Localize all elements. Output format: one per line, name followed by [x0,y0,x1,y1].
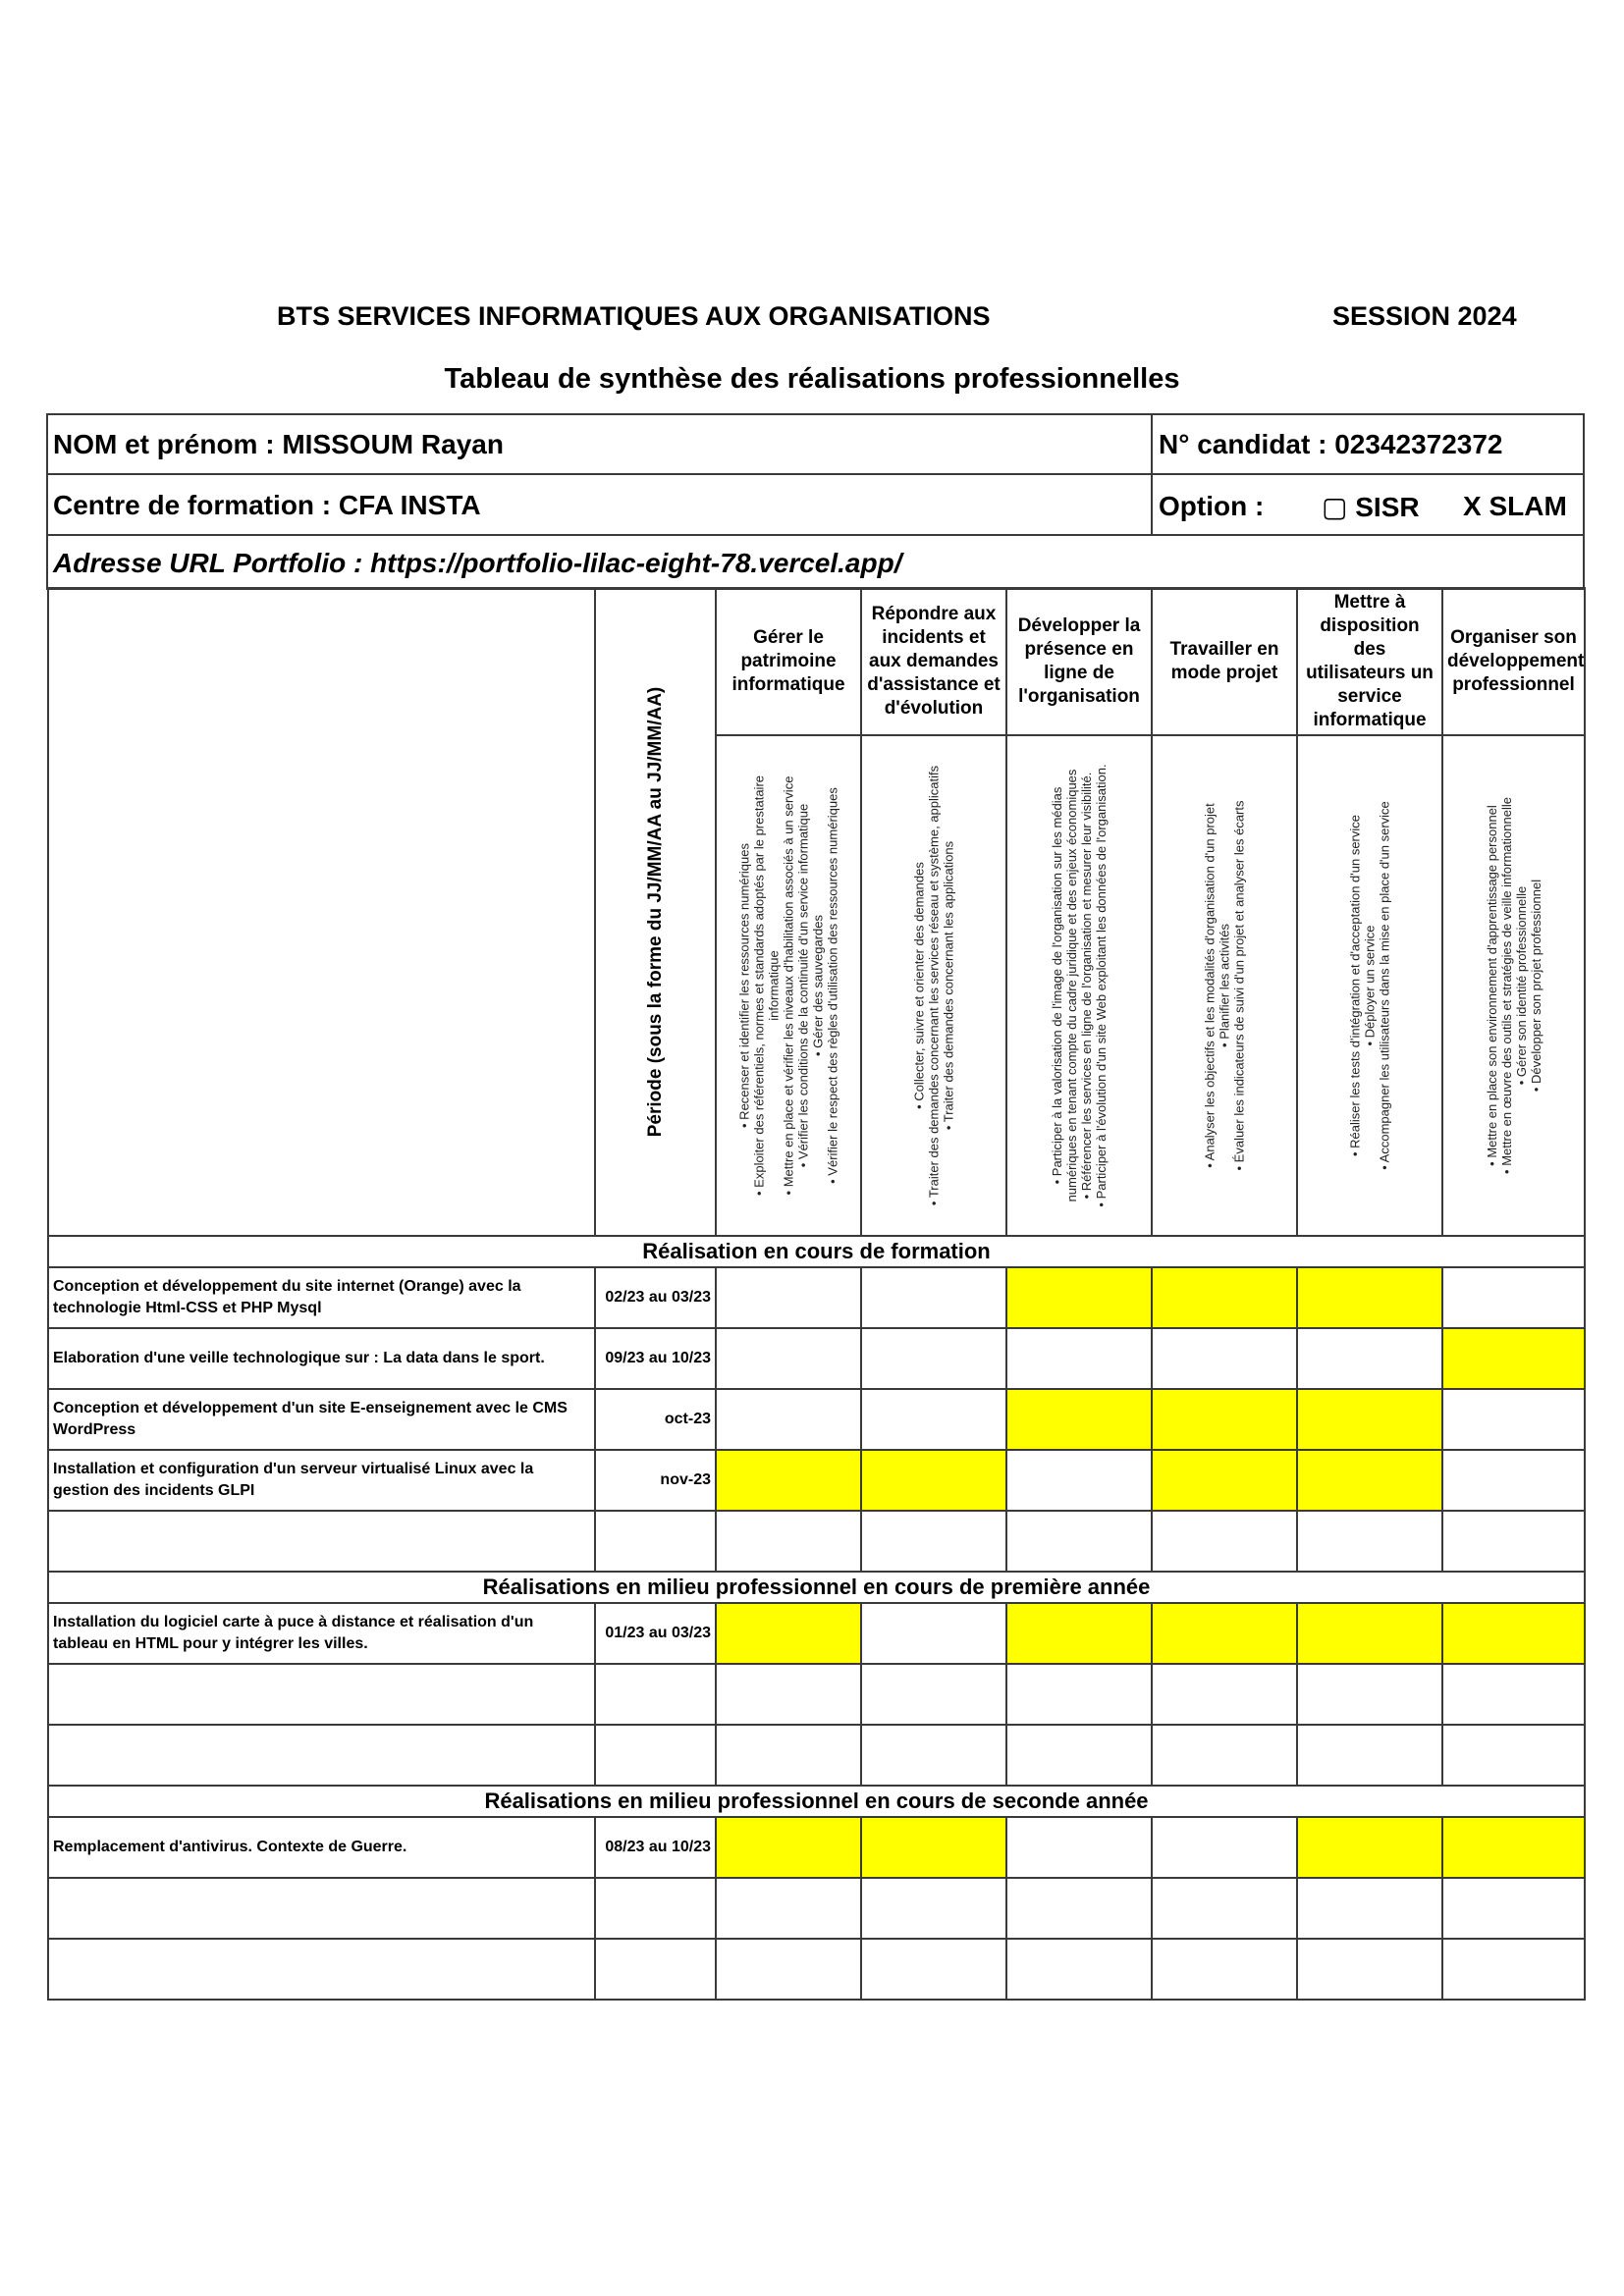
competency-mark-checked[interactable] [1442,1328,1585,1389]
section-title: Réalisations en milieu professionnel en cours de première année [48,1572,1585,1603]
period-header [595,588,716,1236]
competency-mark-empty[interactable] [1152,1511,1297,1572]
competency-mark-checked[interactable] [1152,1603,1297,1664]
activity-cell[interactable]: Conception et développement d'un site E-enseignement avec le CMS WordPress [48,1389,595,1450]
competency-mark-empty[interactable] [1152,1328,1297,1389]
table-row [48,1817,1585,1878]
competency-details [861,735,1006,1236]
table-row [48,1939,1585,2000]
competency-mark-empty[interactable] [861,1664,1006,1725]
competency-item: • Gérer des sauvegardes [810,915,826,1057]
competency-mark-empty[interactable] [1442,1664,1585,1725]
competency-mark-checked[interactable] [716,1450,861,1511]
competency-item: • Déployer un service [1362,925,1378,1046]
competency-mark-empty[interactable] [861,1511,1006,1572]
period-cell[interactable] [595,1939,716,2000]
competency-item: • Recenser et identifier les ressources numériques [736,843,752,1128]
competency-header: Travailler en mode projet [1152,588,1297,735]
competency-mark-empty[interactable] [716,1939,861,2000]
competency-mark-checked[interactable] [716,1603,861,1664]
competency-item: • Évaluer les indicateurs de suivi d'un projet et analyser les écarts [1231,800,1247,1171]
table-row [48,1450,1585,1511]
activity-cell[interactable] [48,1725,595,1786]
table-row [48,1878,1585,1939]
competency-item: • Participer à la valorisation de l'image de l'organisation sur les médias numériques en tenant compte du cadre juridique et des enjeux économiques [1050,769,1079,1202]
activity-cell[interactable] [48,1511,595,1572]
period-header-label: Période (sous la forme du JJ/MM/AA au JJ/MM/AA) [644,686,666,1138]
competency-mark-empty[interactable] [861,1328,1006,1389]
portfolio-url[interactable]: Adresse URL Portfolio : https://portfolio-lilac-eight-78.vercel.app/ [53,548,902,578]
competency-mark-empty[interactable] [716,1878,861,1939]
competency-mark-empty[interactable] [716,1328,861,1389]
competency-item: • Mettre en œuvre des outils et stratégies de veille informationnelle [1498,797,1514,1174]
competency-mark-checked[interactable] [1442,1817,1585,1878]
competency-mark-empty[interactable] [1442,1267,1585,1328]
competency-details [1006,735,1152,1236]
period-cell[interactable]: oct-23 [595,1389,716,1450]
competency-mark-checked[interactable] [861,1450,1006,1511]
competency-item: • Exploiter des référentiels, normes et standards adoptés par le prestataire informatique [751,775,782,1196]
competency-mark-empty[interactable] [716,1725,861,1786]
competency-mark-empty[interactable] [1442,1389,1585,1450]
competency-mark-empty[interactable] [1297,1664,1442,1725]
document-title: BTS SERVICES INFORMATIQUES AUX ORGANISATIONS [277,301,991,331]
option-label: Option : [1159,491,1265,521]
competency-mark-empty[interactable] [1006,1878,1152,1939]
activity-cell[interactable]: Installation du logiciel carte à puce à distance et réalisation d'un tableau en HTML pour y intégrer les villes. [48,1603,595,1664]
competency-details [1442,735,1585,1236]
competency-mark-empty[interactable] [1006,1817,1152,1878]
competency-mark-empty[interactable] [861,1878,1006,1939]
competency-item: • Collecter, suivre et orienter des demandes [911,862,927,1109]
training-center: Centre de formation : CFA INSTA [53,490,481,520]
competency-mark-checked[interactable] [1006,1603,1152,1664]
candidate-name: NOM et prénom : MISSOUM Rayan [53,429,504,459]
competency-mark-empty[interactable] [861,1603,1006,1664]
competency-mark-empty[interactable] [1152,1664,1297,1725]
competency-mark-checked[interactable] [1152,1389,1297,1450]
period-cell[interactable]: 01/23 au 03/23 [595,1603,716,1664]
competency-item: • Analyser les objectifs et les modalités d'organisation d'un projet [1202,803,1218,1168]
identity-divider [46,534,1585,536]
competency-item: • Mettre en place et vérifier les niveaux d'habilitation associés à un service [781,775,796,1196]
competency-mark-empty[interactable] [1152,1817,1297,1878]
competency-item: • Participer à l'évolution d'un site Web exploitant les données de l'organisation. [1094,764,1109,1207]
competency-mark-checked[interactable] [1006,1267,1152,1328]
competency-mark-empty[interactable] [861,1939,1006,2000]
competency-details [716,735,861,1236]
period-cell[interactable]: nov-23 [595,1450,716,1511]
competency-mark-empty[interactable] [1442,1939,1585,2000]
activity-cell[interactable]: Remplacement d'antivirus. Contexte de Guerre. [48,1817,595,1878]
competency-details [1297,735,1442,1236]
table-row [48,1511,1585,1572]
table-row [48,1725,1585,1786]
competency-mark-empty[interactable] [1006,1450,1152,1511]
competency-mark-checked[interactable] [1297,1389,1442,1450]
competency-header: Développer la présence en ligne de l'organisation [1006,588,1152,735]
section-title: Réalisation en cours de formation [48,1236,1585,1267]
competency-mark-empty[interactable] [716,1511,861,1572]
document-subtitle: Tableau de synthèse des réalisations professionnelles [444,363,1180,395]
competency-mark-checked[interactable] [1006,1389,1152,1450]
table-row [48,1328,1585,1389]
competency-mark-empty[interactable] [1297,1878,1442,1939]
competency-mark-empty[interactable] [861,1725,1006,1786]
competency-item: • Référencer les services en ligne de l'organisation et mesurer leur visibilité. [1079,772,1094,1200]
competency-item: • Développer son projet professionnel [1528,879,1543,1093]
competency-mark-empty[interactable] [1297,1725,1442,1786]
competency-mark-checked[interactable] [1152,1450,1297,1511]
competency-mark-empty[interactable] [716,1389,861,1450]
competency-mark-empty[interactable] [1297,1511,1442,1572]
competency-mark-empty[interactable] [716,1267,861,1328]
activity-cell[interactable]: Conception et développement du site internet (Orange) avec la technologie Html-CSS et PHP Mysql [48,1267,595,1328]
competency-mark-empty[interactable] [1297,1328,1442,1389]
competency-mark-checked[interactable] [1442,1603,1585,1664]
period-cell[interactable] [595,1511,716,1572]
competency-mark-checked[interactable] [1297,1450,1442,1511]
table-row [48,1664,1585,1725]
competency-mark-empty[interactable] [861,1389,1006,1450]
activity-cell[interactable]: Elaboration d'une veille technologique sur : La data dans le sport. [48,1328,595,1389]
competency-mark-empty[interactable] [1152,1725,1297,1786]
competency-item: • Mettre en place son environnement d'apprentissage personnel [1484,805,1499,1166]
section-title: Réalisations en milieu professionnel en cours de seconde année [48,1786,1585,1817]
table-row [48,1603,1585,1664]
activity-cell[interactable] [48,1664,595,1725]
competency-mark-checked[interactable] [1297,1603,1442,1664]
competency-mark-empty[interactable] [1442,1878,1585,1939]
table-row [48,1389,1585,1450]
competency-item: • Accompagner les utilisateurs dans la mise en place d'un service [1377,801,1392,1170]
option-slam-checkbox[interactable]: X SLAM [1463,491,1567,521]
competency-mark-empty[interactable] [1442,1450,1585,1511]
competency-mark-empty[interactable] [716,1664,861,1725]
period-cell[interactable] [595,1725,716,1786]
competency-mark-checked[interactable] [1297,1267,1442,1328]
competency-header: Mettre à disposition des utilisateurs un service informatique [1297,588,1442,735]
competency-item: • Traiter des demandes concernant les applications [941,840,956,1131]
competency-mark-empty[interactable] [1006,1328,1152,1389]
competency-mark-empty[interactable] [861,1267,1006,1328]
period-cell[interactable]: 08/23 au 10/23 [595,1817,716,1878]
competency-item: • Gérer son identité professionnelle [1513,885,1529,1086]
competency-item: • Vérifier le respect des règles d'utilisation des ressources numériques [825,787,840,1184]
competency-header: Gérer le patrimoine informatique [716,588,861,735]
competency-header: Répondre aux incidents et aux demandes d'assistance et d'évolution [861,588,1006,735]
competency-item: • Planifier les activités [1217,924,1232,1047]
competency-item: • Traiter des demandes concernant les services réseau et système, applicatifs [926,765,942,1206]
activity-cell[interactable]: Installation et configuration d'un serveur virtualisé Linux avec la gestion des incidents GLPI [48,1450,595,1511]
competency-item: • Vérifier les conditions de la continuité d'un service informatique [795,803,811,1168]
period-cell[interactable] [595,1664,716,1725]
competency-mark-empty[interactable] [1006,1511,1152,1572]
competency-mark-checked[interactable] [1297,1817,1442,1878]
competency-mark-empty[interactable] [1152,1939,1297,2000]
blank-header-cell [48,588,595,1236]
activity-cell[interactable] [48,1878,595,1939]
competency-mark-checked[interactable] [1152,1267,1297,1328]
identity-divider [46,473,1585,475]
option-sisr-checkbox[interactable]: ▢ SISR [1322,492,1420,522]
activity-cell[interactable] [48,1939,595,2000]
competency-mark-empty[interactable] [1006,1939,1152,2000]
competency-mark-checked[interactable] [716,1817,861,1878]
session-label: SESSION 2024 [1332,301,1517,331]
competency-header: Organiser son développement professionnel [1442,588,1585,735]
competency-mark-checked[interactable] [861,1817,1006,1878]
competency-mark-empty[interactable] [1006,1725,1152,1786]
competency-details [1152,735,1297,1236]
competency-mark-empty[interactable] [1442,1725,1585,1786]
identity-divider [1151,413,1153,536]
synthesis-table [47,587,1586,2001]
period-cell[interactable]: 09/23 au 10/23 [595,1328,716,1389]
competency-mark-empty[interactable] [1152,1878,1297,1939]
candidate-number: N° candidat : 02342372372 [1159,429,1503,459]
competency-mark-empty[interactable] [1442,1511,1585,1572]
competency-mark-empty[interactable] [1297,1939,1442,2000]
table-row [48,1267,1585,1328]
period-cell[interactable]: 02/23 au 03/23 [595,1267,716,1328]
period-cell[interactable] [595,1878,716,1939]
competency-item: • Réaliser les tests d'intégration et d'acceptation d'un service [1347,814,1363,1157]
competency-mark-empty[interactable] [1006,1664,1152,1725]
